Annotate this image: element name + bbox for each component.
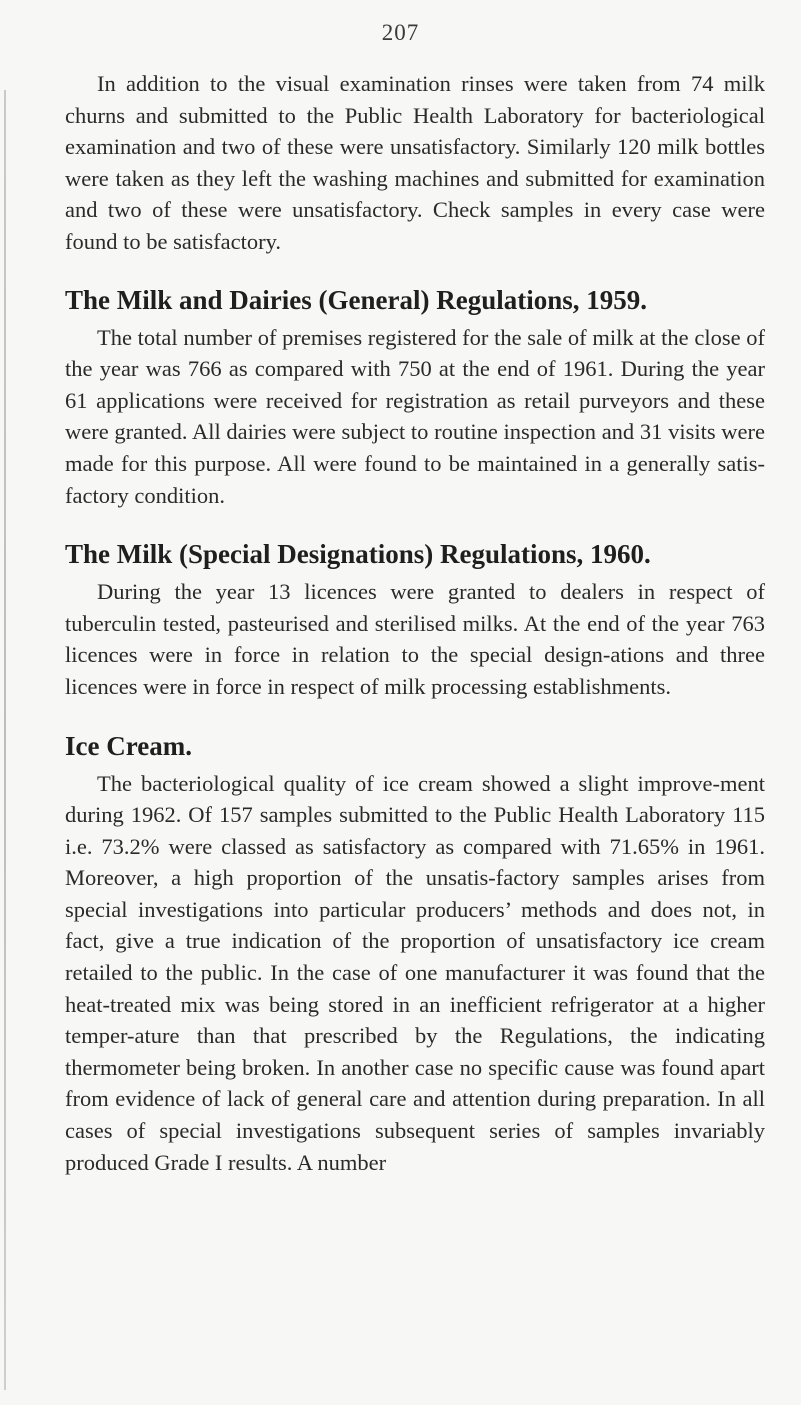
milk-dairies-paragraph: The total number of premises registered for the sale of milk at the close of the year was 766 as compared with 750 at the end of 1961. During the year 61 applications were received for registration as retail purveyors and these were granted. All dairies were subject to routine inspection and 31 visits were made for this purpose. All were found to be maintained in a generally satis-factory condition.	[65, 324, 765, 508]
special-designations-heading: The Milk (Special Designations) Regulations, 1960.	[65, 539, 651, 570]
page-number: 207	[381, 20, 420, 45]
special-designations-paragraph: During the year 13 licences were granted to dealers in respect of tuberculin tested, pasteurised and sterilised milks. At the end of the year 763 licences were in force in relation to the special design-ations and three licences were in force in respect of milk processing establishments.	[65, 579, 765, 699]
ice-cream-paragraph: The bacteriological quality of ice cream showed a slight improve-ment during 1962. Of 157 samples submitted to the Public Health Laboratory 115 i.e. 73.2% were classed as satisfactory as compared with 71.65% in 1961. Moreover, a high proportion of the unsatis-factory samples arises from special investigations into particular producers’ methods and does not, in fact, give a true indication of the proportion of unsatisfactory ice cream retailed to the public. In the case of one manufacturer it was found that the heat-treated mix was being stored in an inefficient refrigerator at a higher temper-ature than that prescribed by the Regulations, the indicating thermometer being broken. In another case no specific cause was found apart from evidence of lack of general care and attention during preparation. In all cases of special investigations subsequent series of samples invariably produced Grade I results. A number	[65, 770, 765, 1175]
page-binding-edge	[4, 90, 6, 1390]
ice-cream-heading: Ice Cream.	[65, 730, 192, 761]
milk-dairies-heading: The Milk and Dairies (General) Regulations, 1959.	[65, 284, 647, 315]
page-body	[65, 68, 765, 1178]
intro-paragraph: In addition to the visual examination rinses were taken from 74 milk churns and submitted to the Public Health Laboratory for bacteriological examination and two of these were unsatisfactory. Similarly 120 milk bottles were taken as they left the washing machines and submitted for examination and two of these were unsatisfactory. Check samples in every case were found to be satisfactory.	[65, 71, 765, 254]
